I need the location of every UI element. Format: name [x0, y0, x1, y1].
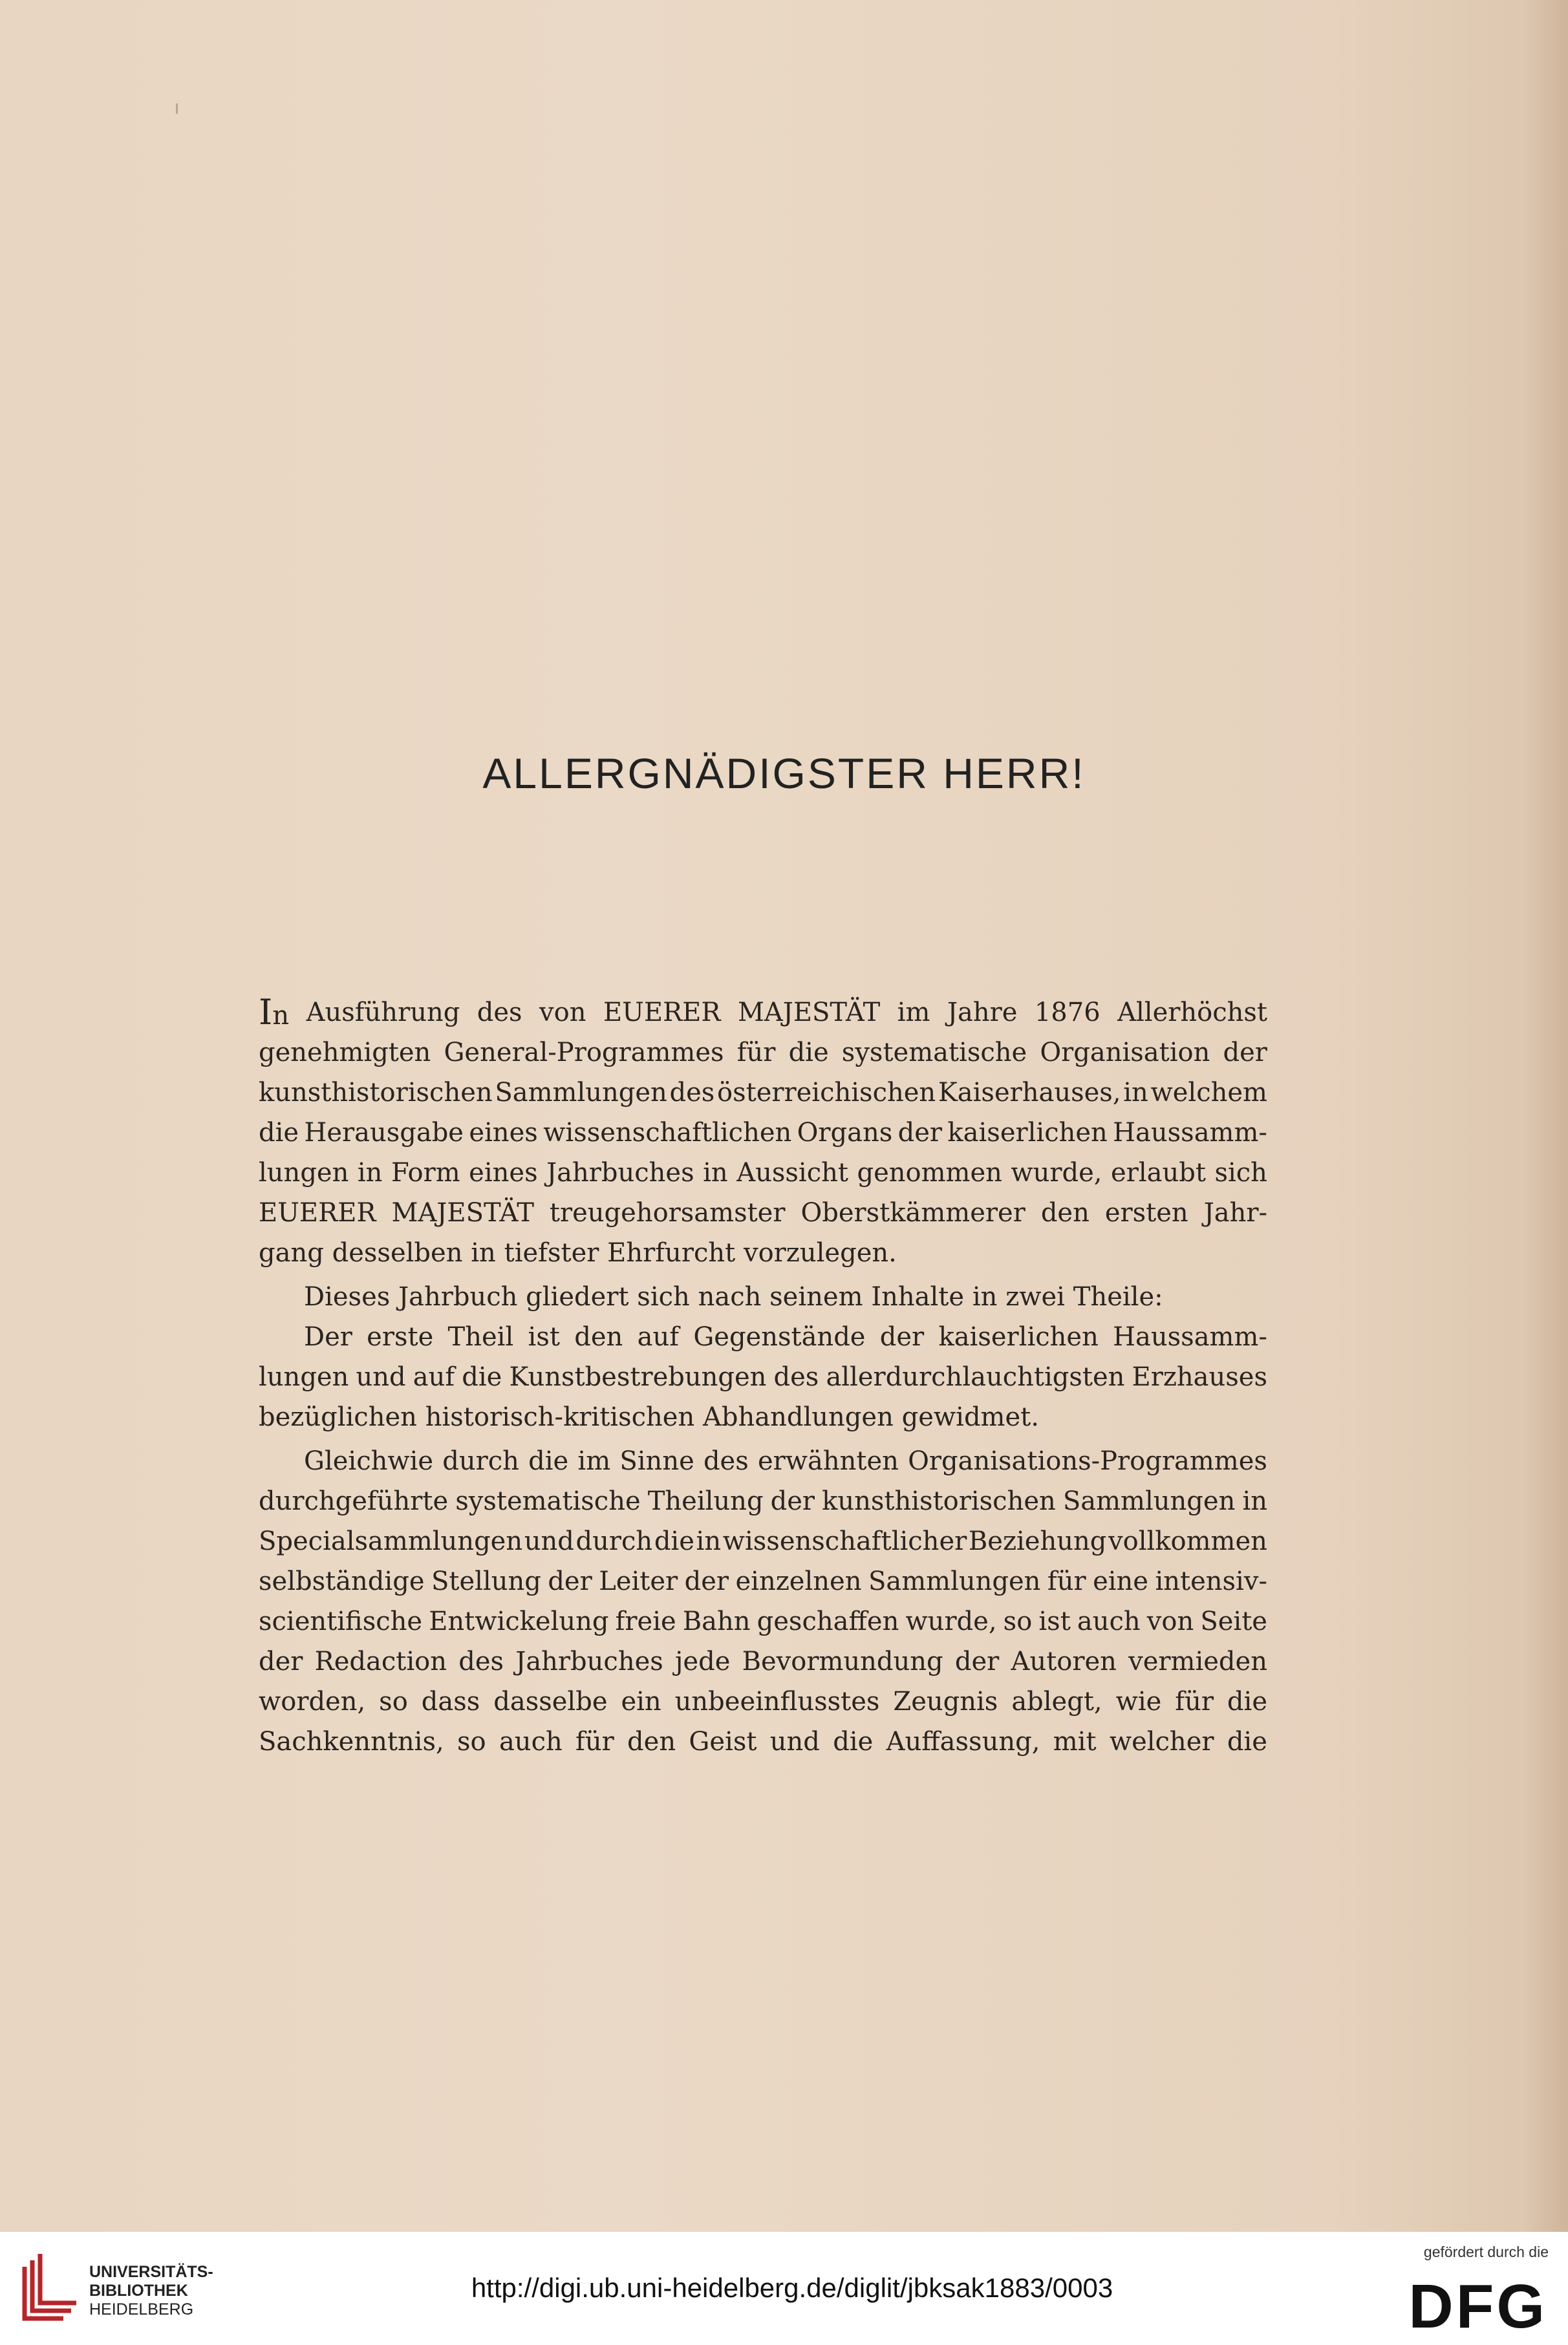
word: Abhandlungen: [703, 1402, 894, 1432]
word: Ausführung: [306, 998, 460, 1027]
word: treugehorsamster: [549, 1198, 786, 1228]
word: nach: [698, 1282, 762, 1312]
word: Der: [304, 1322, 352, 1352]
word: auf: [637, 1322, 680, 1352]
word: Form: [391, 1158, 460, 1188]
word: bezüglichen: [259, 1402, 417, 1432]
word: Redaction: [314, 1647, 447, 1676]
word: ist: [528, 1322, 560, 1352]
funding-note: gefördert durch die: [1423, 2243, 1549, 2260]
word: Haussamm-: [1113, 1118, 1267, 1148]
text-line: [259, 1642, 1267, 1682]
word: welcher: [1109, 1727, 1214, 1757]
word: ist: [1038, 1607, 1071, 1636]
library-name-line-2: BIBLIOTHEK: [89, 2282, 188, 2300]
word: die: [528, 1446, 569, 1476]
word: einzelnen: [735, 1567, 862, 1596]
word: in: [1242, 1486, 1267, 1516]
word: wie: [1115, 1687, 1162, 1717]
word: lungen: [259, 1362, 349, 1392]
text-line: [259, 1073, 1267, 1113]
word: den: [1040, 1198, 1090, 1228]
word: vermieden: [1128, 1647, 1267, 1676]
word: so: [457, 1727, 486, 1757]
word: und: [769, 1727, 820, 1757]
dfg-logo-icon: [1393, 2271, 1549, 2332]
word: des: [477, 998, 522, 1027]
word: lungen: [259, 1158, 349, 1188]
word: eine: [1093, 1567, 1148, 1596]
word: von: [539, 998, 586, 1027]
word: des: [458, 1647, 504, 1676]
word: Kaiserhauses,: [938, 1078, 1121, 1108]
word: kunsthistorischen: [822, 1486, 1056, 1516]
word: des: [773, 1362, 819, 1392]
word: der: [1223, 1038, 1267, 1067]
word: kunsthistorischen: [259, 1078, 493, 1108]
word: wurde,: [1011, 1158, 1102, 1188]
word: genommen: [857, 1158, 1002, 1188]
word: des: [669, 1078, 715, 1108]
text-line: [259, 1682, 1267, 1722]
word: der: [897, 1118, 943, 1148]
word: MAJESTÄT: [391, 1198, 534, 1228]
page-heading: ALLERGNÄDIGSTER HERR!: [482, 749, 1086, 797]
word: für: [1175, 1687, 1214, 1717]
word: der: [548, 1567, 592, 1596]
word: Haussamm-: [1113, 1322, 1267, 1352]
word: in: [471, 1238, 496, 1268]
word: vollkommen: [1108, 1526, 1267, 1556]
word: in: [357, 1158, 383, 1188]
word: und: [524, 1526, 574, 1556]
word: im: [577, 1446, 611, 1476]
word: Jahre: [947, 998, 1018, 1027]
word: 1876: [1034, 998, 1101, 1027]
library-name-line-1: UNIVERSITÄTS-: [89, 2263, 213, 2281]
word: Kunstbestrebungen: [509, 1362, 767, 1392]
word: worden,: [259, 1687, 366, 1717]
word: Organisations-Programmes: [908, 1446, 1267, 1476]
word: die: [462, 1362, 502, 1392]
word: wissenschaftlichen: [543, 1118, 792, 1148]
word: mit: [1053, 1727, 1097, 1757]
word: intensiv-: [1155, 1567, 1267, 1596]
text-line: [259, 1481, 1267, 1521]
text-line: [259, 1561, 1267, 1601]
text-line: [259, 1277, 1267, 1317]
word: erlaubt: [1111, 1158, 1206, 1188]
word: sich: [1214, 1158, 1267, 1188]
word: erste: [367, 1322, 434, 1352]
text-line: [259, 1233, 1267, 1273]
word: kaiserlichen: [938, 1322, 1099, 1352]
word: MAJESTÄT: [737, 998, 881, 1027]
text-line: [259, 1033, 1267, 1073]
word: Stellung: [431, 1567, 541, 1596]
word: auch: [499, 1727, 563, 1757]
word: General-Programmes: [444, 1038, 724, 1067]
word: für: [736, 1038, 776, 1067]
word: der: [879, 1322, 925, 1352]
word: Theilung: [647, 1486, 764, 1516]
word: Theil: [447, 1322, 514, 1352]
word: den: [627, 1727, 676, 1757]
word: die: [833, 1727, 874, 1757]
text-line: [259, 1397, 1267, 1437]
word: sich: [637, 1282, 690, 1312]
text-line: [259, 1722, 1267, 1762]
word: seinem: [769, 1282, 863, 1312]
word: des: [703, 1446, 749, 1476]
word: Dieses: [304, 1282, 391, 1312]
word: Jahr-: [1203, 1198, 1267, 1228]
word: ersten: [1104, 1198, 1188, 1228]
word: eines: [469, 1118, 538, 1148]
word: kaiserlichen: [947, 1118, 1108, 1148]
word: Herausgabe: [304, 1118, 464, 1148]
word: unbeeinflusstes: [674, 1687, 880, 1717]
word: erwähnten: [757, 1446, 899, 1476]
word: in: [1123, 1078, 1148, 1108]
text-line: [259, 1317, 1267, 1357]
word: durch: [442, 1446, 519, 1476]
page-edge-shadow: [1523, 0, 1568, 2232]
word: Bevormundung: [742, 1647, 943, 1676]
word: Ehrfurcht: [607, 1238, 736, 1268]
word: Zeugnis: [893, 1687, 998, 1717]
word: welchem: [1150, 1078, 1267, 1108]
permalink-url[interactable]: http://digi.ub.uni-heidelberg.de/diglit/jbksak1883/0003: [471, 2273, 1113, 2303]
library-name: [89, 2263, 213, 2319]
word: der: [770, 1486, 815, 1516]
word: Gegenstände: [693, 1322, 866, 1352]
word: Allerhöchst: [1117, 998, 1267, 1027]
scan-speck: [176, 103, 178, 114]
word: für: [1047, 1567, 1086, 1596]
text-line: [259, 1153, 1267, 1193]
word: im: [897, 998, 930, 1027]
text-line: [259, 1357, 1267, 1397]
word: Oberstkämmerer: [800, 1198, 1026, 1228]
word: Auffassung,: [886, 1727, 1040, 1757]
word: der: [954, 1647, 1000, 1676]
word: die: [259, 1118, 299, 1148]
word: Theile:: [1073, 1282, 1163, 1312]
word: gewidmet.: [901, 1402, 1039, 1432]
word: für: [575, 1727, 614, 1757]
word: selbständige: [259, 1567, 425, 1596]
word: gang: [259, 1238, 324, 1268]
word: Jahrbuch: [398, 1282, 518, 1312]
word: ein: [621, 1687, 661, 1717]
text-line: [259, 1521, 1267, 1561]
word: Aussicht: [736, 1158, 848, 1188]
word: historisch-kritischen: [425, 1402, 695, 1432]
word: In: [259, 992, 290, 1033]
word: Seite: [1200, 1607, 1267, 1636]
word: Sachkenntnis,: [259, 1727, 444, 1757]
text-line: [259, 1441, 1267, 1481]
word: und: [356, 1362, 406, 1392]
word: Sammlungen: [495, 1078, 667, 1108]
word: EUERER: [603, 998, 721, 1027]
word: die: [1227, 1727, 1267, 1757]
word: Bahn: [682, 1607, 751, 1636]
word: Sammlungen: [868, 1567, 1041, 1596]
word: in: [703, 1158, 728, 1188]
word: systematische: [455, 1486, 641, 1516]
word: die: [788, 1038, 829, 1067]
word: österreichischen: [717, 1078, 936, 1108]
word: desselben: [332, 1238, 463, 1268]
word: dasselbe: [493, 1687, 608, 1717]
word: dass: [421, 1687, 480, 1717]
text-line: [259, 1113, 1267, 1153]
word: so: [379, 1687, 408, 1717]
word: Entwickelung: [429, 1607, 609, 1636]
word: Inhalte: [871, 1282, 965, 1312]
word: freie: [615, 1607, 676, 1636]
library-name-line-3: HEIDELBERG: [89, 2300, 194, 2318]
word: auf: [413, 1362, 455, 1392]
word: gliedert: [526, 1282, 629, 1312]
word: Gleichwie: [304, 1446, 434, 1476]
word: wurde,: [905, 1607, 997, 1636]
word: in: [972, 1282, 998, 1312]
word: geschaffen: [757, 1607, 899, 1636]
word: Autoren: [1011, 1647, 1117, 1676]
word: jede: [675, 1647, 731, 1676]
word: genehmigten: [259, 1038, 431, 1067]
word: zwei: [1005, 1282, 1065, 1312]
word: die: [654, 1526, 694, 1556]
word: so: [1003, 1607, 1033, 1636]
word: Jahrbuches: [546, 1158, 694, 1188]
dfg-logo-text: DFG: [1408, 2272, 1547, 2332]
word: Specialsammlungen: [259, 1526, 523, 1556]
word: Geist: [689, 1727, 757, 1757]
text-line: [259, 1193, 1267, 1233]
word: Beziehung: [968, 1526, 1107, 1556]
word: der: [259, 1647, 303, 1676]
word: tiefster: [504, 1238, 599, 1268]
word: die: [1227, 1687, 1267, 1717]
word: auch: [1077, 1607, 1141, 1636]
word: Organisation: [1040, 1038, 1210, 1067]
word: eines: [469, 1158, 538, 1188]
word: systematische: [841, 1038, 1027, 1067]
word: von: [1146, 1607, 1194, 1636]
word: allerdurchlauchtigsten: [826, 1362, 1125, 1392]
text-line: [259, 992, 1267, 1033]
word: Organs: [797, 1118, 893, 1148]
word: der: [684, 1567, 729, 1596]
word: durchgeführte: [259, 1486, 449, 1516]
word: scientifische: [259, 1607, 423, 1636]
text-line: [259, 1601, 1267, 1642]
word: in: [696, 1526, 722, 1556]
word: den: [574, 1322, 623, 1352]
word: Jahrbuches: [515, 1647, 663, 1676]
word: durch: [575, 1526, 653, 1556]
body-text: [259, 992, 1267, 1762]
word: Sinne: [619, 1446, 694, 1476]
university-library-logo-icon: [18, 2247, 80, 2325]
word: Sammlungen: [1062, 1486, 1236, 1516]
word: vorzulegen.: [743, 1238, 897, 1268]
word: Leiter: [599, 1567, 678, 1596]
word: wissenschaftlicher: [722, 1526, 967, 1556]
word: Erzhauses: [1132, 1362, 1267, 1392]
word: ablegt,: [1011, 1687, 1102, 1717]
word: EUERER: [259, 1198, 376, 1228]
